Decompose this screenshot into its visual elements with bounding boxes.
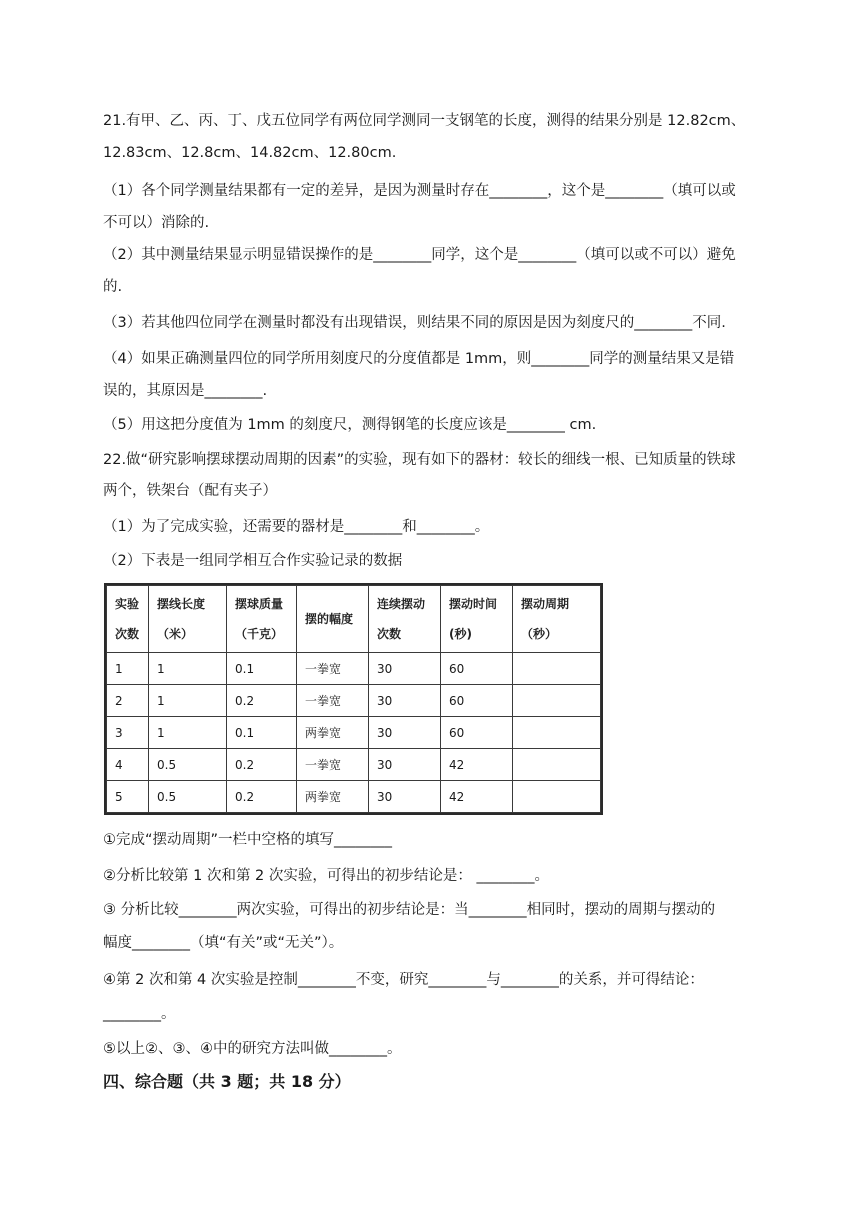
table-cell: 两拳宽 bbox=[297, 781, 369, 813]
table-cell: 30 bbox=[369, 717, 441, 749]
header-mass: 摆球质量 （千克） bbox=[227, 586, 297, 653]
table-cell: 42 bbox=[441, 749, 513, 781]
q21-part2-line2: 的. bbox=[103, 279, 123, 295]
q22-stem-line1: 22.做“研究影响摆球摆动周期的因素”的实验，现有如下的器材：较长的细线一根、已知质量的铁球 bbox=[103, 452, 736, 468]
header-trial: 实验 次数 bbox=[107, 586, 149, 653]
table-cell: 0.5 bbox=[149, 749, 227, 781]
table-cell-period-blank bbox=[513, 781, 601, 813]
q22-sub5: ⑤以上②、③、④中的研究方法叫做________。 bbox=[103, 1041, 402, 1057]
header-period: 摆动周期 （秒） bbox=[513, 586, 601, 653]
q21-part2-line1: （2）其中测量结果显示明显错误操作的是________同学，这个是________（填可以或不可以）避免 bbox=[103, 247, 736, 263]
q21-stem-line1: 21.有甲、乙、丙、丁、戊五位同学有两位同学测同一支钢笔的长度，测得的结果分别是 12.82cm、 bbox=[103, 113, 746, 129]
table-cell: 0.1 bbox=[227, 653, 297, 685]
table-cell: 1 bbox=[149, 685, 227, 717]
table-cell: 一拳宽 bbox=[297, 749, 369, 781]
q22-sub3-line1: ③ 分析比较________两次实验，可得出的初步结论是：当________相同时，摆动的周期与摆动的 bbox=[103, 902, 716, 918]
q21-stem-line2: 12.83cm、12.8cm、14.82cm、12.80cm. bbox=[103, 145, 397, 161]
table-cell: 60 bbox=[441, 717, 513, 749]
table-row bbox=[107, 653, 601, 685]
q21-part1-line2: 不可以）消除的. bbox=[103, 215, 210, 231]
table-cell: 两拳宽 bbox=[297, 717, 369, 749]
table-cell: 60 bbox=[441, 685, 513, 717]
table-cell-period-blank bbox=[513, 749, 601, 781]
table-cell: 一拳宽 bbox=[297, 653, 369, 685]
table-cell: 42 bbox=[441, 781, 513, 813]
table-cell: 60 bbox=[441, 653, 513, 685]
q22-sub4-line1: ④第 2 次和第 4 次实验是控制________不变，研究________与________的关系，并可得结论： bbox=[103, 972, 704, 988]
table-cell: 0.5 bbox=[149, 781, 227, 813]
table-row bbox=[107, 781, 601, 813]
q22-sub2: ②分析比较第 1 次和第 2 次实验，可得出的初步结论是： ________。 bbox=[103, 868, 549, 884]
header-length: 摆线长度 （米） bbox=[149, 586, 227, 653]
table-cell: 0.2 bbox=[227, 685, 297, 717]
pendulum-data-table bbox=[106, 585, 601, 813]
q22-stem-line2: 两个，铁架台（配有夹子） bbox=[103, 483, 277, 499]
q21-part5: （5）用这把分度值为 1mm 的刻度尺，测得钢笔的长度应该是________ cm. bbox=[103, 417, 597, 433]
table-cell: 4 bbox=[107, 749, 149, 781]
table-cell: 1 bbox=[107, 653, 149, 685]
q21-part3: （3）若其他四位同学在测量时都没有出现错误，则结果不同的原因是因为刻度尺的________不同. bbox=[103, 315, 726, 331]
header-amplitude: 摆的幅度 bbox=[297, 586, 369, 653]
table-cell: 30 bbox=[369, 653, 441, 685]
q22-part2: （2）下表是一组同学相互合作实验记录的数据 bbox=[103, 553, 403, 569]
q21-part4-line1: （4）如果正确测量四位的同学所用刻度尺的分度值都是 1mm，则________同学的测量结果又是错 bbox=[103, 351, 735, 367]
q22-sub4-line2: ________。 bbox=[103, 1006, 176, 1022]
table-cell-period-blank bbox=[513, 653, 601, 685]
table-cell: 30 bbox=[369, 781, 441, 813]
table-cell-period-blank bbox=[513, 717, 601, 749]
table-row bbox=[107, 685, 601, 717]
table-cell: 0.2 bbox=[227, 749, 297, 781]
q21-part1-line1: （1）各个同学测量结果都有一定的差异，是因为测量时存在________，这个是________（填可以或 bbox=[103, 183, 736, 199]
header-swings: 连续摆动 次数 bbox=[369, 586, 441, 653]
table-cell: 5 bbox=[107, 781, 149, 813]
table-cell-period-blank bbox=[513, 685, 601, 717]
q22-sub3-line2: 幅度________（填“有关”或“无关”）。 bbox=[103, 935, 344, 951]
header-time: 摆动时间 (秒) bbox=[441, 586, 513, 653]
table-row bbox=[107, 749, 601, 781]
table-cell: 30 bbox=[369, 749, 441, 781]
table-cell: 30 bbox=[369, 685, 441, 717]
table-cell: 2 bbox=[107, 685, 149, 717]
table-row bbox=[107, 717, 601, 749]
table-cell: 1 bbox=[149, 717, 227, 749]
table-cell: 1 bbox=[149, 653, 227, 685]
table-cell: 0.1 bbox=[227, 717, 297, 749]
q22-sub1: ①完成“摆动周期”一栏中空格的填写________ bbox=[103, 832, 393, 848]
table-cell: 3 bbox=[107, 717, 149, 749]
q21-part4-line2: 误的，其原因是________. bbox=[103, 383, 268, 399]
section-four-heading: 四、综合题（共 3 题；共 18 分） bbox=[103, 1072, 351, 1091]
table-cell: 0.2 bbox=[227, 781, 297, 813]
table-header-row bbox=[107, 586, 601, 653]
table-cell: 一拳宽 bbox=[297, 685, 369, 717]
q22-part1: （1）为了完成实验，还需要的器材是________和________。 bbox=[103, 519, 490, 535]
